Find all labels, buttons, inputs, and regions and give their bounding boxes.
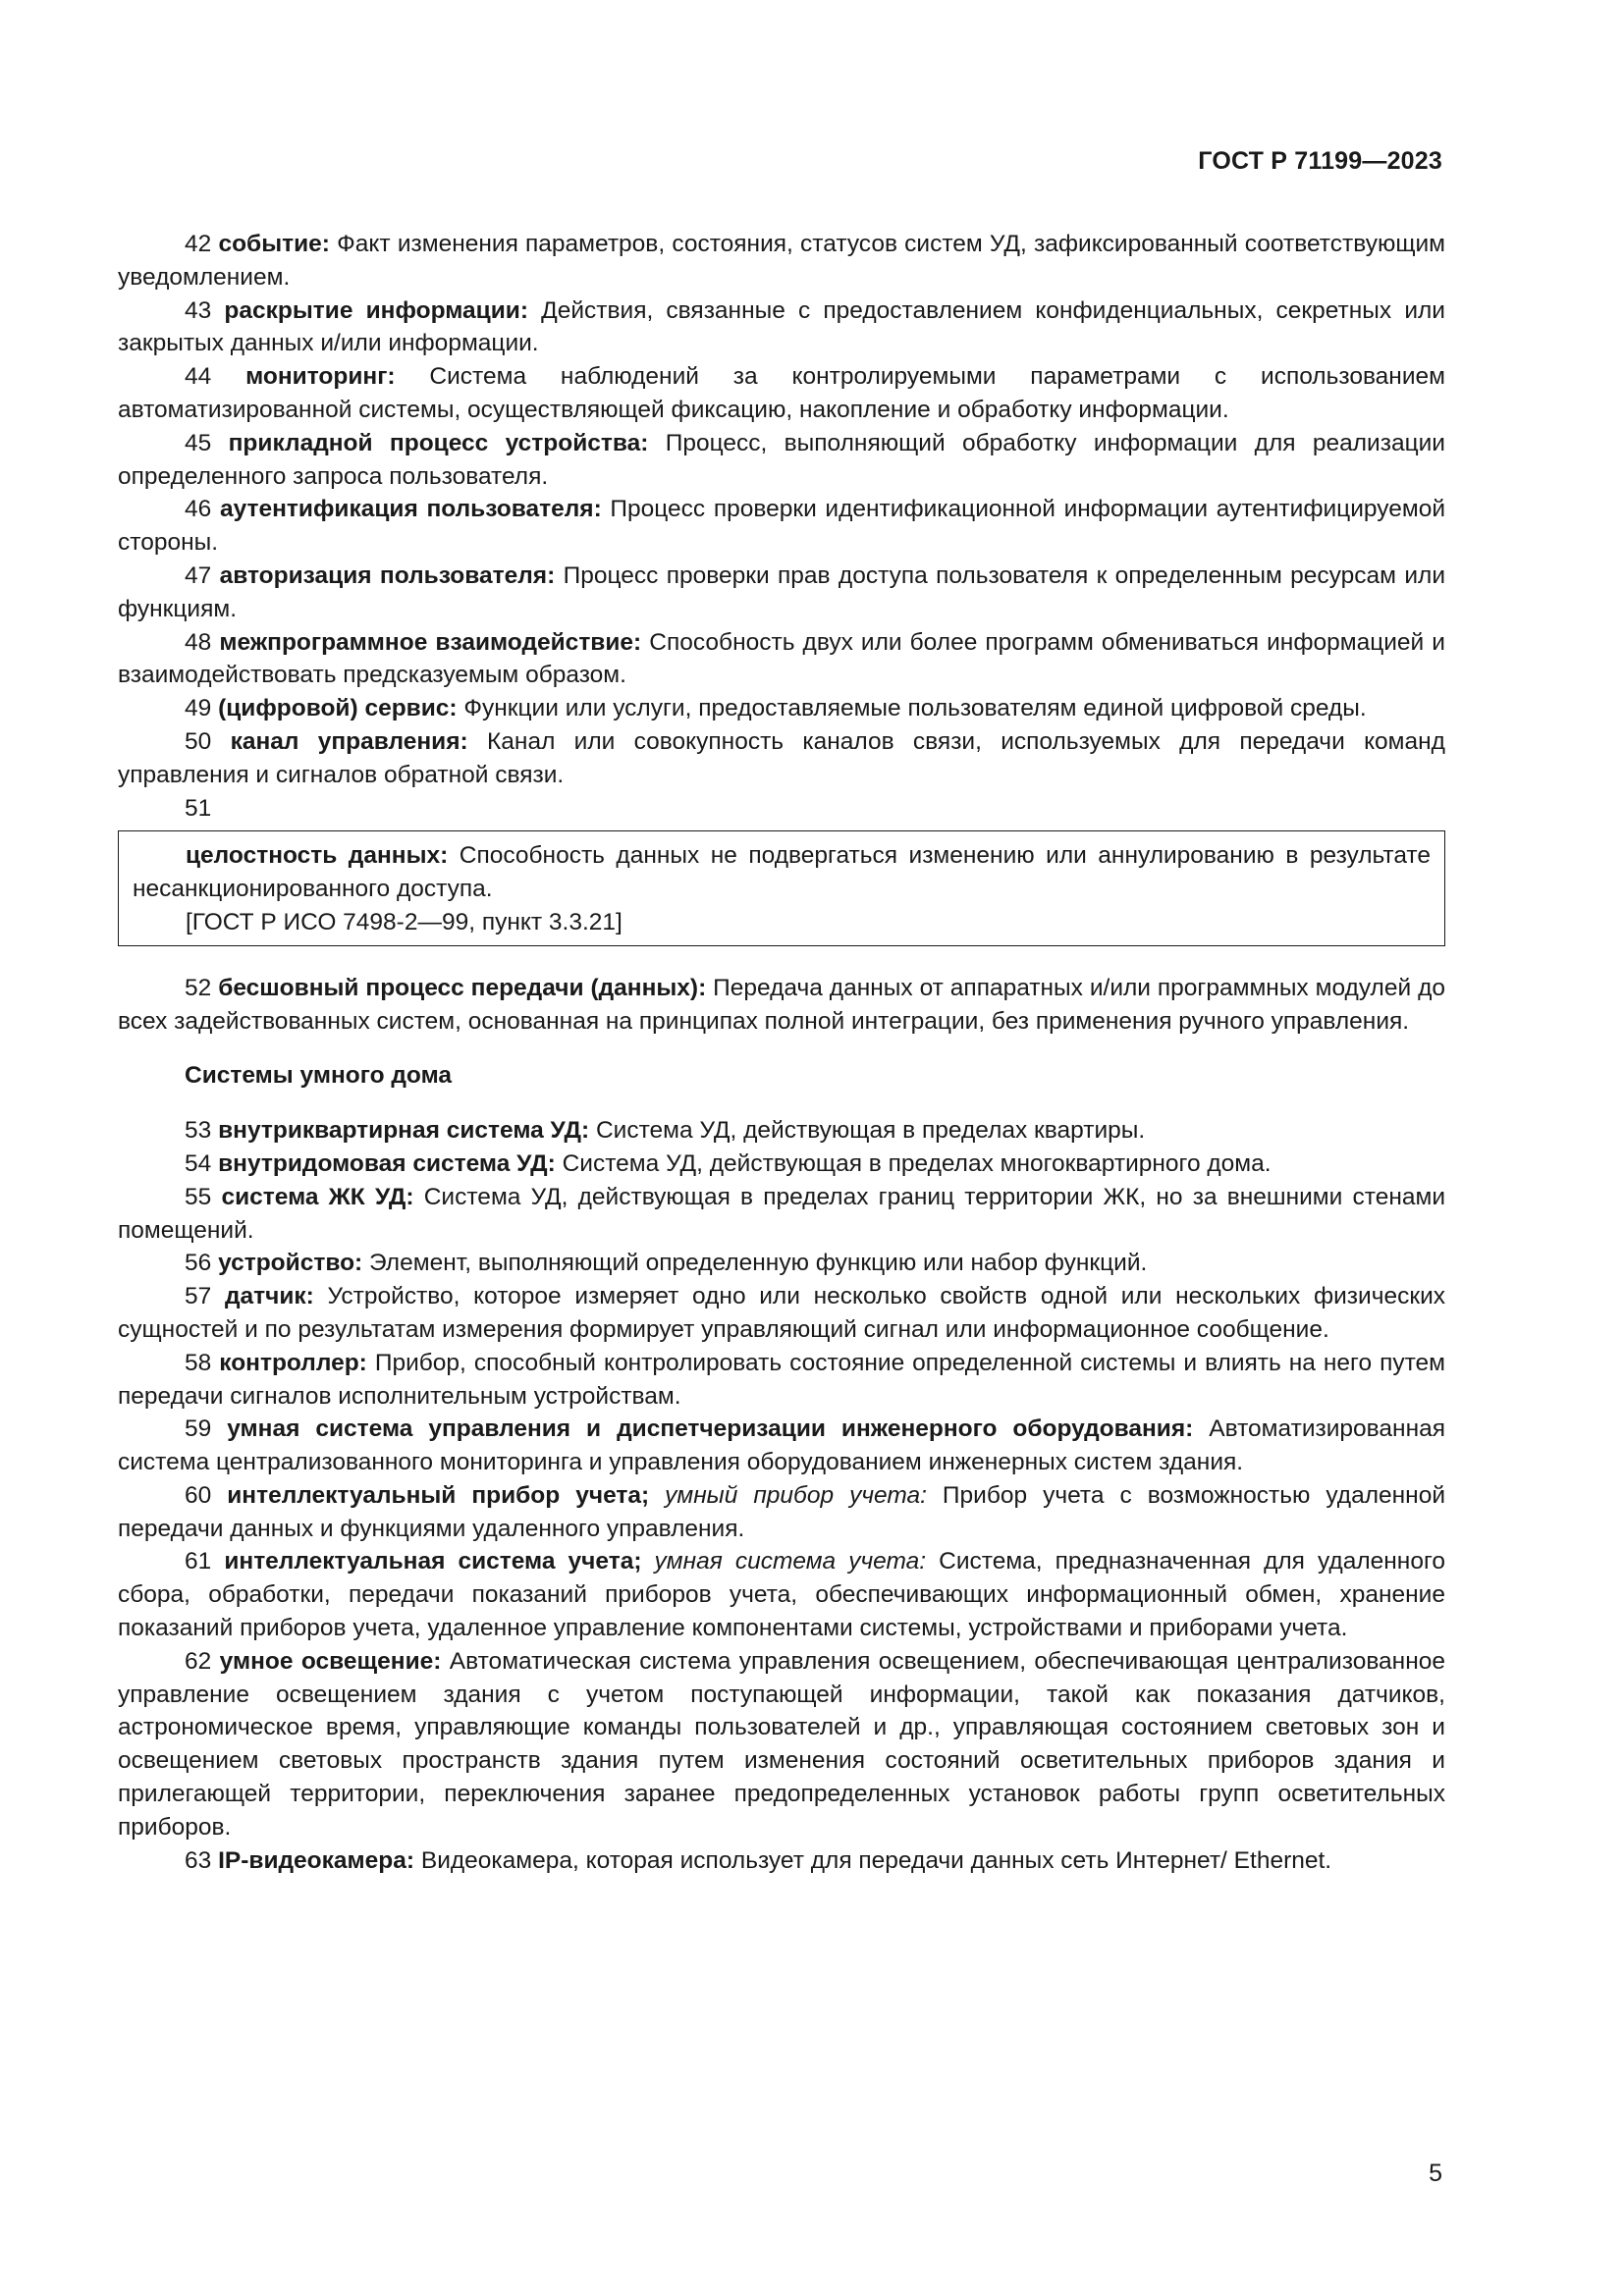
entry-definition: Система наблюдений за контролируемыми параметрами с использованием автоматизированной системы, осуществляющей фиксацию, накопление и обработку информации.: [118, 363, 1445, 423]
entry-term: устройство:: [218, 1250, 363, 1277]
entry-term: бесшовный процесс передачи (данных):: [218, 974, 707, 1001]
entry-number: 48: [185, 628, 212, 656]
entry-definition: Устройство, которое измеряет одно или несколько свойств одной или нескольких физических сущностей и по результатам измерения формирует управляющий сигнал или информационное сообщение.: [118, 1283, 1445, 1343]
entry-term: канал управления:: [230, 727, 468, 755]
entry-term: интеллектуальная система учета;: [224, 1548, 642, 1575]
term-entry-54: [118, 1148, 1445, 1181]
entry-number: 46: [185, 496, 212, 523]
term-entry-46: [118, 493, 1445, 560]
term-entry-63: [118, 1844, 1445, 1878]
term-entry-53: [118, 1114, 1445, 1148]
entry-term: внутридомовая система УД:: [218, 1149, 556, 1177]
entry-number: 43: [185, 296, 212, 324]
entry-number: 56: [185, 1250, 212, 1277]
entry-definition: Передача данных от аппаратных и/или программных модулей до всех задействованных систем, основанная на принципах полной интеграции, без применения ручного управления.: [118, 974, 1445, 1035]
term-entry-47: [118, 560, 1445, 626]
entry-number: 50: [185, 727, 212, 755]
entry-synonym: умная система учета:: [641, 1548, 927, 1575]
entry-definition: Процесс проверки идентификационной информации аутентифицируемой стороны.: [118, 496, 1446, 557]
term-entry-42: [118, 228, 1445, 294]
entry-number: 47: [185, 561, 212, 589]
entry-term: прикладной процесс устройства:: [228, 429, 649, 456]
entry-definition: Элемент, выполняющий определенную функцию или набор функций.: [362, 1250, 1148, 1277]
entry-definition: Факт изменения параметров, состояния, статусов систем УД, зафиксированный соответствующим уведомлением.: [118, 231, 1446, 291]
term-entry-61: [118, 1545, 1445, 1644]
entry-term: событие:: [218, 231, 330, 257]
entry-number: 52: [185, 974, 212, 1001]
boxed-term-reference: [ГОСТ Р ИСО 7498-2—99, пункт 3.3.21]: [186, 908, 623, 935]
entry-number: 59: [185, 1415, 212, 1443]
entry-definition: Процесс, выполняющий обработку информации для реализации определенного запроса пользователя.: [118, 429, 1445, 490]
term-entry-50: [118, 725, 1445, 792]
term-entry-44: [118, 360, 1445, 427]
term-entry-62: [118, 1645, 1445, 1844]
entry-definition: Способность данных не подвергаться изменению или аннулированию в результате несанкционированного доступа.: [133, 842, 1432, 903]
entry-term: целостность данных:: [186, 842, 449, 870]
term-entry-57: [118, 1280, 1445, 1347]
entry-definition: Система УД, действующая в пределах многоквартирного дома.: [555, 1149, 1272, 1177]
document-header: ГОСТ Р 71199—2023: [1198, 147, 1442, 175]
boxed-term-frame: [118, 830, 1445, 945]
entry-synonym: умный прибор учета:: [649, 1481, 927, 1509]
entry-number: 44: [185, 363, 212, 391]
term-entry-56: [118, 1247, 1445, 1280]
entry-number: 42: [185, 231, 212, 257]
term-entry-55: [118, 1181, 1445, 1248]
boxed-entry-number: 51: [185, 794, 212, 822]
entry-definition: Процесс проверки прав доступа пользователя к определенным ресурсам или функциям.: [118, 561, 1446, 622]
entry-definition: Прибор учета с возможностью удаленной передачи данных и функциями удаленного управления.: [118, 1481, 1446, 1542]
entry-term: интеллектуальный прибор учета;: [227, 1481, 650, 1509]
entry-number: 53: [185, 1117, 212, 1145]
boxed-term-entry: [133, 839, 1431, 906]
entry-number: 55: [185, 1183, 212, 1210]
term-entry-52: [118, 972, 1445, 1039]
entry-definition: Прибор, способный контролировать состояние определенной системы и влиять на него путем передачи сигналов исполнительным устройствам.: [118, 1349, 1445, 1410]
section-heading: Системы умного дома: [185, 1062, 453, 1090]
document-body: [118, 228, 1445, 1877]
term-entry-58: [118, 1347, 1445, 1414]
entry-definition: Система УД, действующая в пределах границ территории ЖК, но за внешними стенами помещений.: [118, 1183, 1446, 1244]
entry-number: 62: [185, 1647, 212, 1675]
entry-definition: Система УД, действующая в пределах квартиры.: [589, 1117, 1146, 1145]
entry-number: 54: [185, 1149, 212, 1177]
term-entry-48: [118, 626, 1445, 693]
entry-definition: Канал или совокупность каналов связи, используемых для передачи команд управления и сигналов обратной связи.: [118, 727, 1445, 788]
entry-number: 58: [185, 1349, 212, 1376]
entry-term: умная система управления и диспетчеризации инженерного оборудования:: [227, 1415, 1194, 1443]
entry-term: межпрограммное взаимодействие:: [219, 628, 642, 656]
entry-term: контроллер:: [219, 1349, 367, 1376]
page-number: 5: [1429, 2160, 1442, 2187]
entry-term: авторизация пользователя:: [219, 561, 556, 589]
entry-number: 61: [185, 1548, 212, 1575]
entry-term: (цифровой) сервис:: [218, 695, 458, 722]
entry-term: IP-видеокамера:: [218, 1846, 415, 1874]
entry-term: датчик:: [224, 1283, 314, 1310]
entry-term: система ЖК УД:: [221, 1183, 414, 1210]
entry-number: 57: [185, 1283, 212, 1310]
term-entry-43: [118, 294, 1445, 361]
entry-term: внутриквартирная система УД:: [218, 1117, 590, 1145]
entry-definition: Видеокамера, которая использует для передачи данных сеть Интернет/ Ethernet.: [414, 1846, 1332, 1874]
entry-term: раскрытие информации:: [224, 296, 528, 324]
entry-definition: Способность двух или более программ обмениваться информацией и взаимодействовать предсказуемым образом.: [118, 628, 1445, 689]
term-entry-45: [118, 427, 1445, 494]
entry-number: 60: [185, 1481, 212, 1509]
entry-term: мониторинг:: [245, 363, 396, 391]
entry-number: 63: [185, 1846, 212, 1874]
entry-definition: Действия, связанные с предоставлением конфиденциальных, секретных или закрытых данных и/или информации.: [118, 296, 1445, 357]
entry-term: умное освещение:: [219, 1647, 442, 1675]
entry-definition: Автоматизированная система централизованного мониторинга и управления оборудованием инженерных систем здания.: [118, 1415, 1446, 1476]
entry-definition: Система, предназначенная для удаленного сбора, обработки, передачи показаний приборов учета, обеспечивающих информационный обмен, хранение показаний приборов учета, удаленное управление компонентами системы, устройствами и приборами учета.: [118, 1548, 1445, 1642]
entry-number: 45: [185, 429, 212, 456]
entry-number: 49: [185, 695, 212, 722]
term-entry-60: [118, 1479, 1445, 1546]
term-entry-49: [118, 692, 1445, 725]
term-entry-59: [118, 1413, 1445, 1479]
entry-definition: Функции или услуги, предоставляемые пользователям единой цифровой среды.: [457, 695, 1367, 722]
entry-definition: Автоматическая система управления освещением, обеспечивающая централизованное управление освещением здания с учетом поступающей информации, такой как показания датчиков, астрономическое время, управляющие команды пользователей и др., управляющая состоянием световых зон и освещением световых пространств здания путем изменения состояний осветительных приборов здания и прилегающей территории, переключения заранее предопределенных установок работы групп осветительных приборов.: [118, 1647, 1445, 1841]
entry-term: аутентификация пользователя:: [219, 496, 602, 523]
